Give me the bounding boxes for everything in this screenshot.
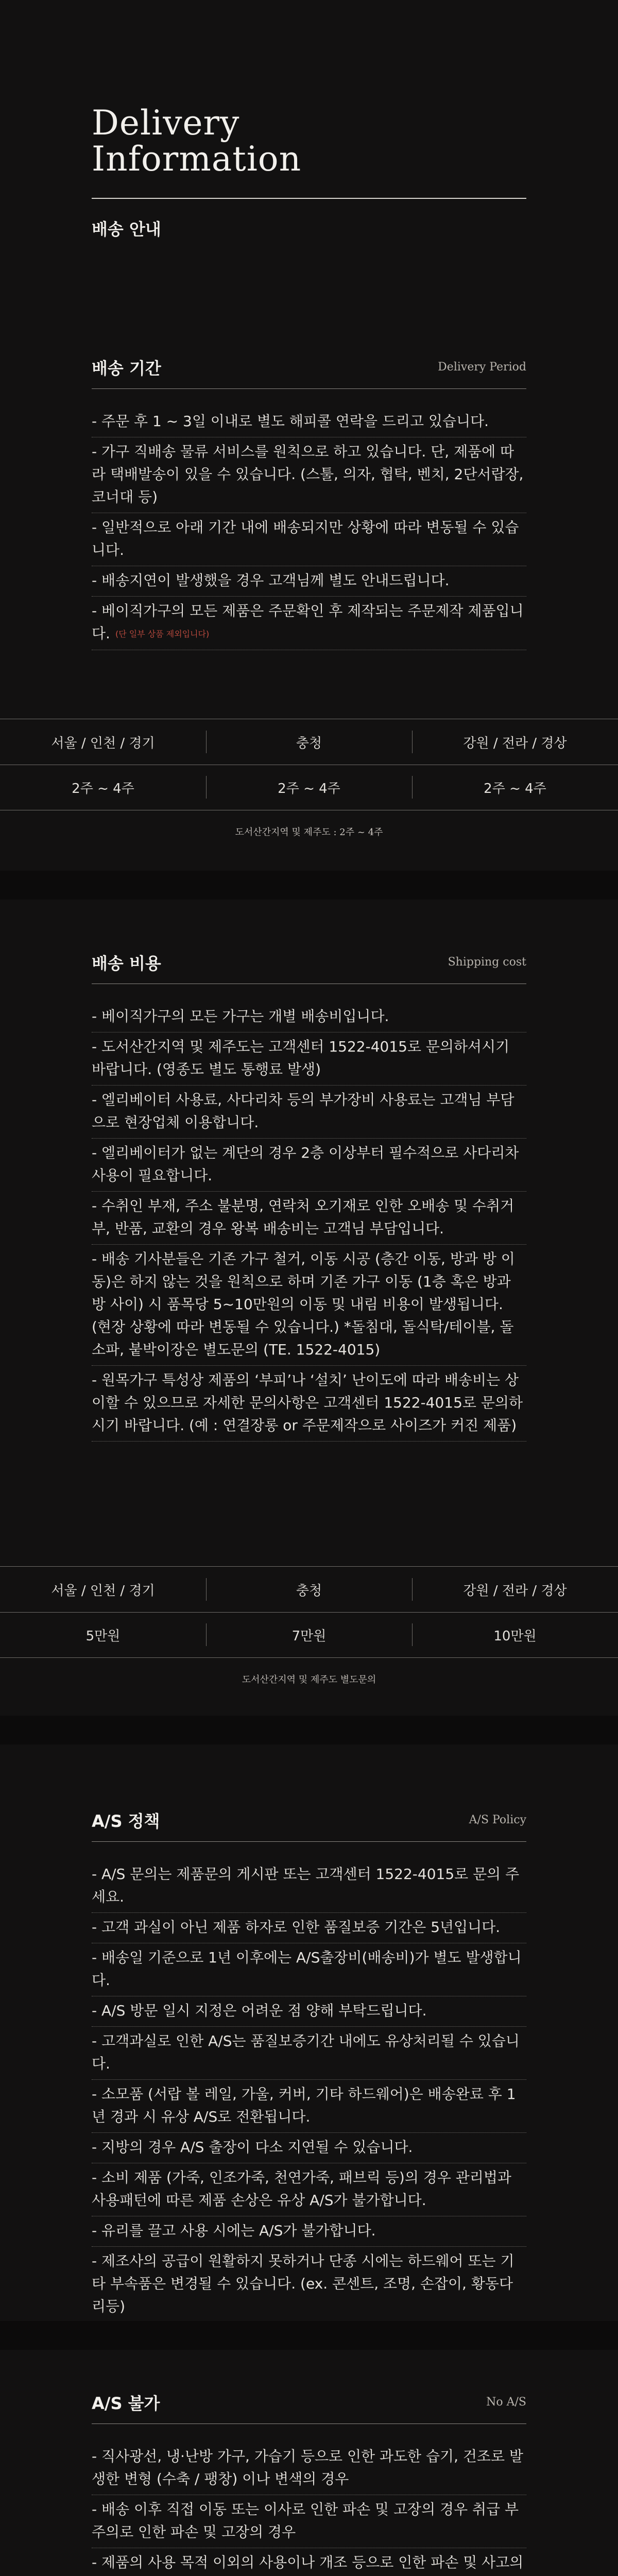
table-header-cell: 강원 / 전라 / 경상 bbox=[412, 1567, 618, 1612]
list-item: - 가구 직배송 물류 서비스를 원칙으로 하고 있습니다. 단, 제품에 따라 택배발송이 있을 수 있습니다. (스툴, 의자, 협탁, 벤치, 2단서랍장, 코너대 등) bbox=[92, 437, 526, 513]
list-item: - 베이직가구의 모든 가구는 개별 배송비입니다. bbox=[92, 1002, 526, 1032]
list-item: - 엘리베이터 사용료, 사다리차 등의 부가장비 사용료는 고객님 부담으로 현장업체 이용합니다. bbox=[92, 1086, 526, 1139]
list-item: - 고객 과실이 아닌 제품 하자로 인한 품질보증 기간은 5년입니다. bbox=[92, 1913, 526, 1943]
list-item: - 배송일 기준으로 1년 이후에는 A/S출장비(배송비)가 별도 발생합니다. bbox=[92, 1943, 526, 1996]
list-item: - A/S 방문 일시 지정은 어려운 점 양해 부탁드립니다. bbox=[92, 1996, 526, 2027]
section-title-en: Delivery Period bbox=[438, 361, 526, 374]
list-item: - 직사광선, 냉·난방 가구, 가습기 등으로 인한 과도한 습기, 건조로 발생한 변형 (수축 / 팽창) 이나 변색의 경우 bbox=[92, 2442, 526, 2495]
section-header bbox=[92, 355, 526, 386]
table-cell: 10만원 bbox=[412, 1612, 618, 1657]
section-header bbox=[92, 1808, 526, 1839]
page-title bbox=[92, 105, 301, 177]
title-line-2: Information bbox=[92, 139, 302, 179]
section-divider bbox=[92, 1841, 526, 1842]
table-note: 도서산간지역 및 제주도 : 2주 ~ 4주 bbox=[235, 827, 383, 838]
section-header bbox=[92, 2391, 526, 2421]
list-item: - 엘리베이터가 없는 계단의 경우 2층 이상부터 필수적으로 사다리차 사용이 필요합니다. bbox=[92, 1139, 526, 1192]
section-title: 배송 기간 bbox=[92, 359, 161, 378]
section-header bbox=[92, 951, 526, 981]
table-note: 도서산간지역 및 제주도 별도문의 bbox=[242, 1674, 376, 1685]
list-item: - 배송 기사분들은 기존 가구 철거, 이동 시공 (층간 이동, 방과 방 이동)은 하지 않는 것을 원칙으로 하며 기존 가구 이동 (1층 혹은 방과 방 사이) 시 품목당 5~10만원의 이동 및 내림 비용이 발생됩니다. (현장 상황에 따라 변동될 수 있습니다.) *돌침대, 돌식탁/테이블, 돌소파, 붙박이장은 별도문의 (TE. 1522-4015) bbox=[92, 1245, 526, 1366]
as-policy-list bbox=[92, 1860, 526, 2323]
section-band bbox=[0, 2321, 618, 2350]
title-divider bbox=[92, 198, 526, 199]
table-cell: 2주 ~ 4주 bbox=[72, 781, 134, 796]
list-item: - 소비 제품 (가죽, 인조가죽, 천연가죽, 패브릭 등)의 경우 관리법과 사용패턴에 따른 제품 손상은 유상 A/S가 불가합니다. bbox=[92, 2163, 526, 2216]
list-item: - 제품의 사용 목적 이외의 사용이나 개조 등으로 인한 파손 및 사고의 bbox=[92, 2548, 526, 2576]
list-item: - 주문 후 1 ~ 3일 이내로 별도 해피콜 연락을 드리고 있습니다. bbox=[92, 407, 526, 437]
list-item: - 고객과실로 인한 A/S는 품질보증기간 내에도 유상처리될 수 있습니다. bbox=[92, 2027, 526, 2080]
as-unavailable-list bbox=[92, 2442, 526, 2576]
list-item: - A/S 문의는 제품문의 게시판 또는 고객센터 1522-4015로 문의 주세요. bbox=[92, 1860, 526, 1913]
title-line-1: Delivery bbox=[92, 103, 240, 143]
delivery-cost-list bbox=[92, 1002, 526, 1442]
list-item: - 원목가구 특성상 제품의 ‘부피’나 ‘설치’ 난이도에 따라 배송비는 상이할 수 있으므로 자세한 문의사항은 고객센터 1522-4015로 문의하시기 바랍니다. (예 : 연결장롱 or 주문제작으로 사이즈가 커진 제품) bbox=[92, 1366, 526, 1442]
section-band bbox=[0, 1716, 618, 1744]
section-divider bbox=[92, 388, 526, 389]
table-header-cell: 서울 / 인천 / 경기 bbox=[51, 735, 155, 751]
list-item: - 도서산간지역 및 제주도는 고객센터 1522-4015로 문의하셔시기 바랍니다. (영종도 별도 통행료 발생) bbox=[92, 1032, 526, 1086]
delivery-cost-section bbox=[92, 951, 526, 1476]
delivery-period-section bbox=[92, 355, 526, 726]
section-title-en: A/S Policy bbox=[469, 1814, 526, 1826]
as-policy-section bbox=[92, 1808, 526, 2315]
list-item: - 소모품 (서랍 볼 레일, 가울, 커버, 기타 하드웨어)은 배송완료 후 1년 경과 시 유상 A/S로 전환됩니다. bbox=[92, 2080, 526, 2133]
table-header-row bbox=[0, 1566, 618, 1613]
list-item: - 배송지연이 발생했을 경우 고객님께 별도 안내드립니다. bbox=[92, 566, 526, 597]
list-item: - 배송 이후 직접 이동 또는 이사로 인한 파손 및 고장의 경우 취급 부주의로 인한 파손 및 고장의 경우 bbox=[92, 2495, 526, 2548]
section-band bbox=[0, 871, 618, 900]
list-item: - 일반적으로 아래 기간 내에 배송되지만 상황에 따라 변동될 수 있습니다. bbox=[92, 513, 526, 566]
section-title: 배송 비용 bbox=[92, 954, 161, 973]
section-title-en: No A/S bbox=[486, 2396, 526, 2409]
list-item: - 지방의 경우 A/S 출장이 다소 지연될 수 있습니다. bbox=[92, 2133, 526, 2163]
section-title: A/S 불가 bbox=[92, 2394, 160, 2413]
list-item: - 제조사의 공급이 원활하지 못하거나 단종 시에는 하드웨어 또는 기타 부속품은 변경될 수 있습니다. (ex. 콘센트, 조명, 손잡이, 황동다리등) bbox=[92, 2247, 526, 2323]
table-row bbox=[0, 1612, 618, 1658]
table-header-cell: 충청 bbox=[206, 1567, 412, 1612]
table-cell: 5만원 bbox=[85, 1628, 121, 1644]
list-item: - 수취인 부재, 주소 불분명, 연락처 오기재로 인한 오배송 및 수취거부, 반품, 교환의 경우 왕복 배송비는 고객님 부담입니다. bbox=[92, 1192, 526, 1245]
red-note: (단 일부 상품 제외입니다) bbox=[115, 629, 210, 639]
list-item: - 유리를 끌고 사용 시에는 A/S가 불가합니다. bbox=[92, 2216, 526, 2247]
section-title-en: Shipping cost bbox=[448, 956, 526, 969]
list-item: - 베이직가구의 모든 제품은 주문확인 후 제작되는 주문제작 제품입니다. (단 일부 상품 제외입니다) bbox=[92, 597, 526, 650]
table-row bbox=[0, 765, 618, 810]
table-header-cell: 충청 bbox=[206, 719, 412, 765]
table-cell: 2주 ~ 4주 bbox=[412, 765, 618, 810]
delivery-period-list bbox=[92, 407, 526, 650]
table-header-row bbox=[0, 719, 618, 765]
section-title: A/S 정책 bbox=[92, 1811, 160, 1831]
table-header-cell: 서울 / 인천 / 경기 bbox=[51, 1583, 155, 1599]
as-unavailable-section bbox=[92, 2391, 526, 2576]
table-cell: 2주 ~ 4주 bbox=[206, 765, 412, 810]
page-subtitle: 배송 안내 bbox=[92, 219, 161, 239]
table-cell: 7만원 bbox=[206, 1612, 412, 1657]
table-header-cell: 강원 / 전라 / 경상 bbox=[412, 719, 618, 765]
